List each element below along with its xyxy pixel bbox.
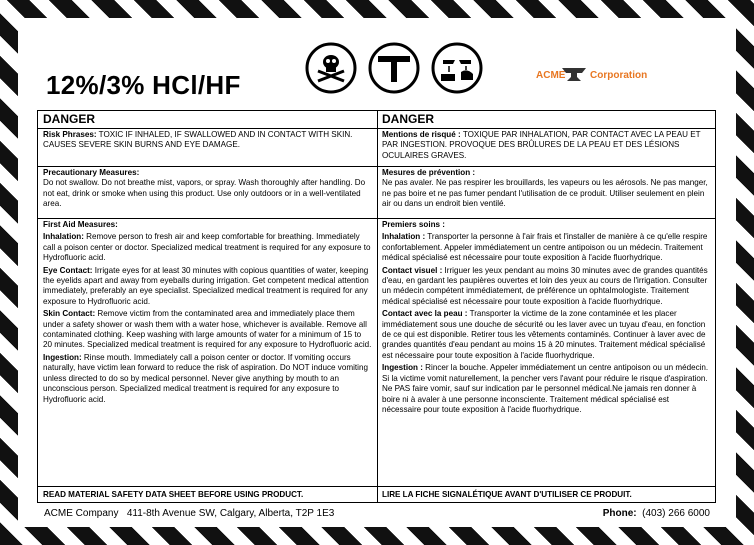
danger-heading-fr: DANGER <box>377 111 715 129</box>
hazard-pictograms <box>305 42 483 96</box>
risk-text-fr: TOXIQUE PAR INHALATION, PAR CONTACT AVEC LA PEAU ET PAR INGESTION. PROVOQUE DES BRÛLURES DE LA PEAU ET DES LÉSIONS OCULAIRES GRAVES. <box>382 130 701 160</box>
skin-contact-fr <box>382 309 710 361</box>
first-aid-fr <box>377 219 715 487</box>
eye-contact-en <box>43 266 372 308</box>
read-msds-en: READ MATERIAL SAFETY DATA SHEET BEFORE USING PRODUCT. <box>43 490 304 499</box>
precaution-text-fr: Ne pas avaler. Ne pas respirer les brouillards, les vapeurs ou les aérosols. Ne pas manger, ne pas boire et ne pas fumer pendant l'utilisation de ce produit. Utiliser seulement en plein air ou dans un endroit bien ventilé. <box>382 178 708 209</box>
skull-crossbones-icon <box>305 42 357 94</box>
eye-label-en: Eye Contact: <box>43 265 93 275</box>
first-aid-label-fr: Premiers soins : <box>382 220 445 229</box>
first-aid-label-en: First Aid Measures: <box>43 220 118 229</box>
logo-text-corporation: Corporation <box>590 70 648 81</box>
skin-text-en: Remove victim from the contaminated area and immediately place them under a safety shower or wash them with a water hose, whichever is available. Remove all contaminated clothing. Keep washing with large amounts of water for a minimum of 15 to 20 minutes. Specialized medical treatment is required for any exposure to Hydrofluoric acid. <box>43 309 372 350</box>
company-name: ACME Company <box>44 508 119 519</box>
risk-label-en: Risk Phrases: <box>43 130 97 139</box>
ingestion-en <box>43 353 372 405</box>
eye-contact-fr <box>382 266 710 308</box>
skin-text-fr: Transporter la victime de la zone contaminée et les placer immédiatement sous une douche de sécurité ou les laver avec un tuyau d'eau, en fonction de ce qui est disponible. Retirer tous les vêtements contaminés. Continuer à laver avec de grandes quantités d'eau pendant au moins 15 à 20 minutes. Traitement médical spécialisé est nécessaire pour toute exposition à l'acide fluorhydrique. <box>382 309 706 360</box>
anvil-icon <box>560 65 588 85</box>
skin-label-fr: Contact avec la peau : <box>382 309 468 319</box>
precaution-text-en: Do not swallow. Do not breathe mist, vapors, or spray. Wash thoroughly after handling. Do not eat, drink or smoke when using this product. Use only outdoors or in a well-ventilated area. <box>43 178 366 209</box>
inhalation-label-en: Inhalation: <box>43 232 84 242</box>
inhalation-fr <box>382 232 710 263</box>
ingestion-text-en: Rinse mouth. Immediately call a poison center or doctor. If vomiting occurs naturally, have victim lean forward to reduce the risk of aspiration. Do NOT induce vomiting unless directed to do so by medical personnel. Never give anything by mouth to an unconscious person. Specialized medical treatment is required for any exposure to Hydrofluoric acid. <box>43 352 368 404</box>
phone-label: Phone: <box>602 508 637 519</box>
precaution-label-fr: Mesures de prévention : <box>382 168 476 177</box>
danger-heading-en: DANGER <box>38 111 377 129</box>
company-address: 411-8th Avenue SW, Calgary, Alberta, T2P 1E3 <box>126 508 335 519</box>
eye-label-fr: Contact visuel : <box>382 265 443 275</box>
ingestion-text-fr: Rincer la bouche. Appeler immédiatement un centre antipoison ou un médecin. Si la victime vomit naturellement, la pencher vers l'avant pour réduire le risque d'aspiration. Ne PAS faire vomir, sauf sur indication par le personnel médical.Ne jamais ren donner à boire ni à avaler à une personne inconsciente. Traitement médical spécialisé est nécessaire pour toute exposition à l'acide fluorhydrique. <box>382 363 709 414</box>
product-title: 12%/3% HCl/HF <box>46 70 241 100</box>
first-aid-en <box>38 219 377 487</box>
risk-text-en: TOXIC IF INHALED, IF SWALLOWED AND IN CONTACT WITH SKIN. CAUSES SEVERE SKIN BURNS AND EYE DAMAGE. <box>43 130 353 150</box>
french-column <box>377 111 715 502</box>
risk-label-fr: Mentions de risqué : <box>382 130 461 139</box>
inhalation-text-fr: Transporter la personne à l'air frais et l'installer de manière à ce qu'elle respire confortablement. Appeler immédiatement un centre antipoison ou un médecin. Traitement médical spécialisé est nécessaire pour toute exposition à l'acide fluorhydrique. <box>382 232 708 263</box>
english-column <box>38 111 378 502</box>
phone-number: (403) 266 6000 <box>642 508 710 519</box>
eye-text-en: Irrigate eyes for at least 30 minutes with copious quantities of water, keeping the eyelids apart and away from eyeballs during irrigation. Get competent medical attention immediately, preferably an eye specialist. Specialized medical treatment is required for any exposure to Hydrofluoric acid. <box>43 265 369 306</box>
risk-phrases-fr <box>377 129 715 167</box>
precautionary-measures-en <box>38 167 377 219</box>
corrosion-icon <box>431 42 483 94</box>
skin-label-en: Skin Contact: <box>43 309 96 319</box>
logo-text-acme: ACME <box>536 70 566 81</box>
eye-text-fr: Irriguer les yeux pendant au moins 30 minutes avec de grandes quantités d'eau, en gardant les paupières ouvertes et loin des yeux au cours de l'irrigation. Consulter un médecin compétent immédiatement, de préférence un ophtalmologiste. Traitement médical spécialisé est nécessaire pour toute exposition à l'acide fluorhydrique. <box>382 265 708 306</box>
read-msds-fr: LIRE LA FICHE SIGNALÉTIQUE AVANT D'UTILISER CE PRODUIT. <box>382 490 632 499</box>
inhalation-en <box>43 232 372 263</box>
risk-phrases-en <box>38 129 377 167</box>
oxidizer-icon <box>368 42 420 94</box>
inhalation-text-en: Remove person to fresh air and keep comfortable for breathing. Immediately call a poison center or doctor. Specialized medical treatment is required for any exposure to Hydrofluoric acid. <box>43 232 371 263</box>
phone-line <box>603 508 710 520</box>
precautionary-measures-fr <box>377 167 715 219</box>
skin-contact-en <box>43 309 372 351</box>
ingestion-fr <box>382 363 710 415</box>
company-address-line <box>44 508 334 520</box>
precaution-label-en: Precautionary Measures: <box>43 168 140 177</box>
ingestion-label-en: Ingestion: <box>43 352 82 362</box>
label-table <box>37 110 716 503</box>
acme-logo <box>530 63 670 103</box>
inhalation-label-fr: Inhalation : <box>382 232 426 242</box>
ingestion-label-fr: Ingestion : <box>382 363 423 373</box>
